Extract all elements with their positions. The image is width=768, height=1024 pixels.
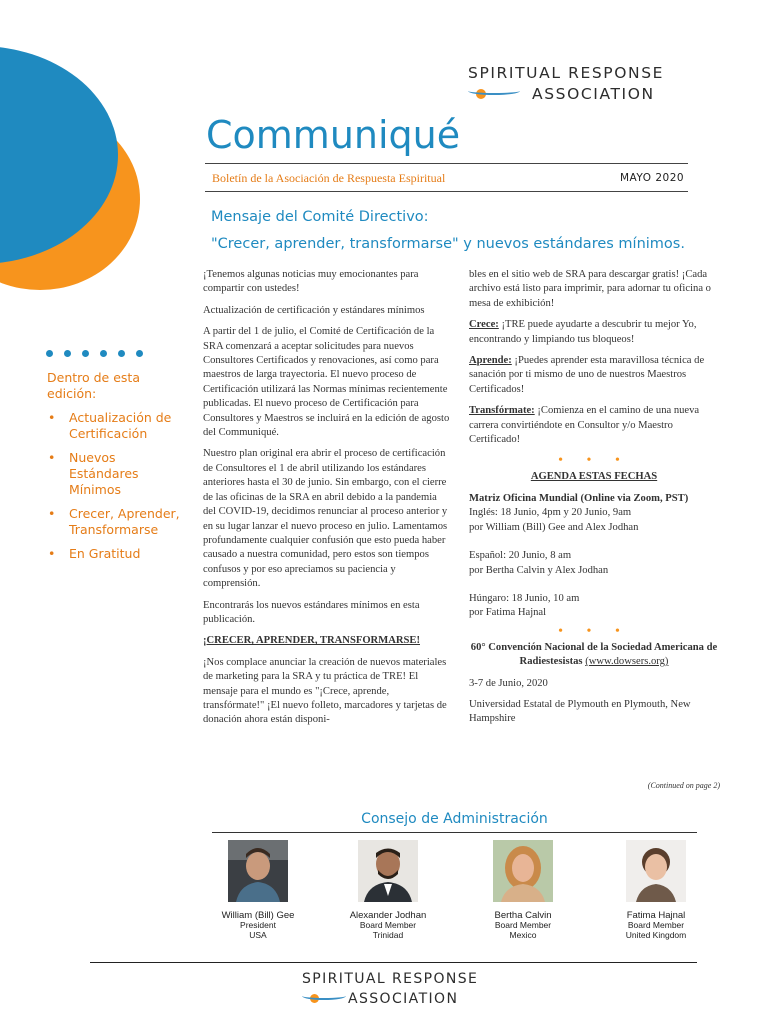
member-place: USA (249, 929, 267, 940)
member-name: Alexander Jodhan (349, 910, 427, 921)
transformate-label: Transfórmate: (469, 405, 535, 417)
member-name: William (Bill) Gee (221, 910, 295, 921)
separator-dots: • • • (558, 623, 630, 639)
divider (212, 832, 697, 833)
footer-divider (90, 962, 697, 963)
event-heading: Matriz Oficina Mundial (Online via Zoom, PST) (469, 492, 689, 504)
paragraph: A partir del 1 de julio, el Comité de Certificación de la SRA comenzará a aceptar solicitudes para nuevos Consultores Certificados y renovaciones, así como para maestros de larga trayectoria. El nuevo proceso de Certificación utilizará las Normas mínimas recientemente publicadas. El nuevo proceso de Certificación para Consultores y Maestros se incluirá en la edición de agosto del Communiqué. (203, 326, 450, 439)
paragraph: Nuestro plan original era abrir el proceso de certificación de Consultores el 1 de abril utilizando los estándares anteriores hasta el 30 de junio. Sin embargo, con el cierre de las oficinas de la SRA en abril debido a la pandemia del COVID-19, decidimos renunciar al proceso anterior y en su lugar lanzar el nuevo proceso en julio. Lamentamos profundamente cualquier confusión que esto pueda haber causado a nuestra comunidad, pero estos son tiempos confusos y por eso apreciamos su paciencia y comprensión. (203, 448, 448, 590)
sidebar-item[interactable]: • En Gratitud (47, 546, 187, 562)
board-member-calvin (453, 840, 593, 940)
paragraph: ¡Nos complace anunciar la creación de nuevos materiales de marketing para la SRA y tu práctica de TRE! El mensaje para el mundo es "¡Crece, aprende, transfórmate!" ¡El nuevo folleto, marcadores y tarjetas de donación ahora están disponi- (203, 656, 447, 726)
event-place: Universidad Estatal de Plymouth en Plymouth, New Hampshire (469, 698, 691, 725)
board-member-jodhan (318, 840, 458, 940)
event-line: por Fatima Hajnal (469, 607, 547, 619)
crece-label: Crece: (469, 319, 499, 331)
logo-line1: SPIRITUAL RESPONSE (302, 971, 479, 987)
agenda-heading: AGENDA ESTAS FECHAS (530, 471, 658, 483)
logo-line1: SPIRITUAL RESPONSE (468, 64, 665, 82)
member-name: Fatima Hajnal (626, 910, 686, 921)
article-headline-2: "Crecer, aprender, transformarse" y nuevos estándares mínimos. (211, 236, 685, 252)
paragraph: Encontrarás los nuevos estándares mínimos en esta publicación. (203, 599, 420, 625)
member-place: Trinidad (372, 929, 404, 940)
paragraph (469, 404, 719, 447)
sidebar-heading: Dentro de esta edición: (47, 370, 140, 401)
paragraph: bles en el sitio web de SRA para descargar gratis! ¡Cada archivo está listo para imprimir, para adornar tu oficina o mesa de exhibición! (469, 269, 711, 309)
member-place: United Kingdom (625, 929, 687, 940)
paragraph: Actualización de certificación y estándares mínimos (203, 304, 425, 316)
issue-date: MAYO 2020 (620, 172, 685, 184)
dowsers-link[interactable]: (www.dowsers.org) (585, 656, 669, 668)
event-detail (469, 549, 719, 578)
paragraph (469, 354, 719, 397)
avatar (358, 840, 418, 902)
newsletter-subtitle: Boletín de la Asociación de Respuesta Espiritual (212, 171, 446, 185)
sidebar-contents-list (47, 410, 187, 570)
logo-swoosh-icon (302, 992, 346, 1000)
event-detail (469, 506, 719, 535)
board-member-gee (188, 840, 328, 940)
separator-dots: • • • (558, 453, 630, 469)
paragraph: ¡Tenemos algunas noticias muy emocionantes para compartir con ustedes! (203, 269, 419, 295)
continued-note: (Continued on page 2) (647, 781, 720, 790)
event-line: Español: 20 Junio, 8 am (469, 550, 572, 562)
aprende-label: Aprende: (469, 355, 512, 367)
avatar (493, 840, 553, 902)
member-role: President (240, 920, 276, 930)
newsletter-title: Communiqué (206, 113, 461, 157)
avatar (626, 840, 686, 902)
avatar (228, 840, 288, 902)
sidebar-item[interactable]: • Nuevos Estándares Mínimos (47, 450, 187, 498)
paragraph (469, 318, 719, 347)
member-role: Board Member (359, 920, 417, 930)
event-line: por Bertha Calvin y Alex Jodhan (469, 564, 609, 576)
article-headline-1: Mensaje del Comité Directivo: (211, 209, 429, 225)
divider (205, 163, 688, 164)
logo-swoosh-icon (468, 87, 520, 95)
logo-line2: ASSOCIATION (532, 85, 655, 103)
event-line: por William (Bill) Gee and Alex Jodhan (469, 521, 639, 533)
header-logo (468, 64, 708, 105)
left-column (203, 268, 451, 735)
event-detail (469, 592, 719, 621)
member-place: Mexico (509, 929, 537, 940)
event-date: 3-7 de Junio, 2020 (469, 677, 548, 689)
convention-title: 60° Convención Nacional de la Sociedad Americana de Radiestesistas (470, 641, 718, 668)
board-title: Consejo de Administración (361, 811, 548, 827)
section-heading: ¡CRECER, APRENDER, TRANSFORMARSE! (203, 635, 420, 647)
member-role: Board Member (627, 920, 685, 930)
sidebar-dots (46, 344, 161, 364)
event-line: Húngaro: 18 Junio, 10 am (469, 592, 580, 604)
divider (205, 191, 688, 192)
event-line: Inglés: 18 Junio, 4pm y 20 Junio, 9am (469, 507, 632, 519)
board-member-hajnal (586, 840, 726, 940)
member-role: Board Member (494, 920, 552, 930)
right-column (469, 268, 719, 734)
sidebar-item[interactable]: • Crecer, Aprender, Transformarse (47, 506, 187, 538)
convention-heading (469, 641, 719, 670)
aprende-text: ¡Puedes aprender esta maravillosa técnica de sanación por ti mismo de uno de nuestros Maestros Certificados! (469, 355, 705, 395)
logo-line2: ASSOCIATION (348, 991, 459, 1007)
transformate-text: ¡Comienza en el camino de una nueva carrera convirtiéndote en Consultor y/o Maestro Certificado! (469, 405, 700, 446)
crece-text: ¡TRE puede ayudarte a descubrir tu mejor Yo, encontrando y limpiando tus bloqueos! (469, 319, 697, 345)
member-name: Bertha Calvin (494, 910, 552, 921)
footer-logo (302, 970, 502, 1009)
sidebar-item[interactable]: • Actualización de Certificación (47, 410, 187, 442)
